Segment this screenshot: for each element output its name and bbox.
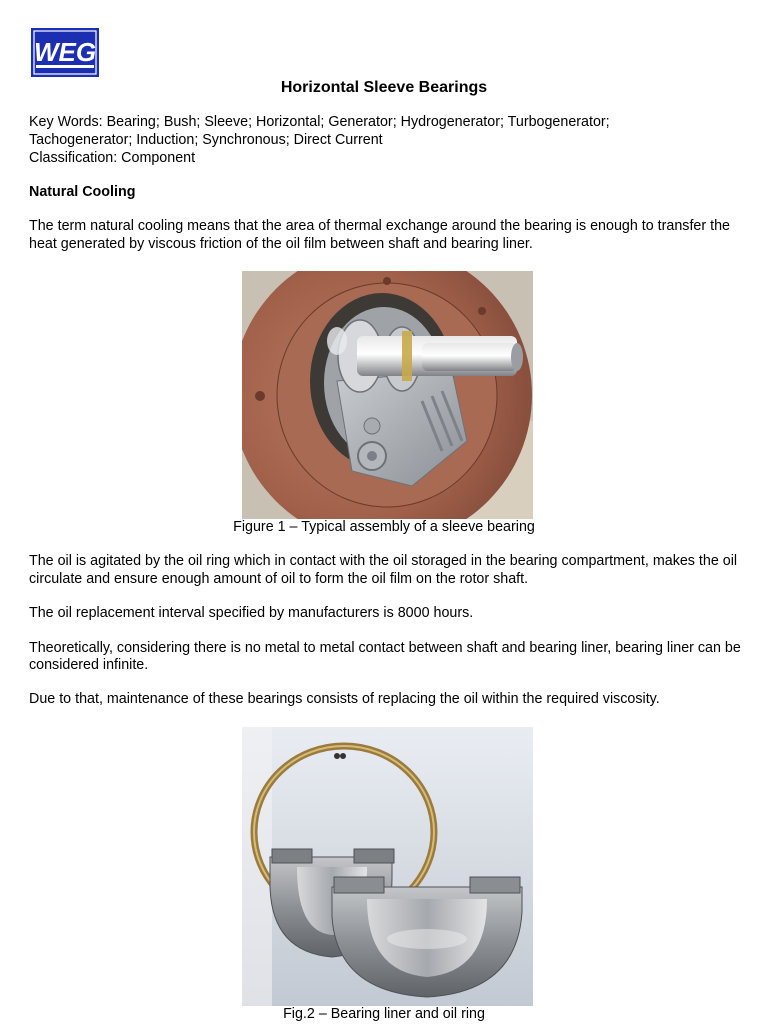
logo-lettering: WEG	[33, 37, 97, 67]
figure-2-image	[242, 727, 533, 1006]
figure-2-caption: Fig.2 – Bearing liner and oil ring	[283, 1006, 485, 1022]
paragraph-oil-replacement: The oil replacement interval specified by manufacturers is 8000 hours.	[29, 604, 474, 621]
section-heading: Natural Cooling	[29, 183, 136, 200]
document-title: Horizontal Sleeve Bearings	[280, 79, 488, 96]
classification: Classification: Component	[29, 149, 196, 166]
paragraph-maintenance: Due to that, maintenance of these bearings consists of replacing the oil within the required viscosity.	[29, 691, 660, 707]
paragraph-oil-ring: The oil is agitated by the oil ring which in contact with the oil storaged in the bearing compartment, makes the oil circulate and ensure enough amount of oil to form the oil film on the rotor shaft.	[29, 553, 738, 587]
paragraph-natural-cooling: The term natural cooling means that the area of thermal exchange around the bearing is enough to transfer the heat generated by viscous friction of the oil film between shaft and bearing liner.	[29, 218, 730, 252]
figure-1-caption: Figure 1 – Typical assembly of a sleeve bearing	[233, 519, 535, 535]
paragraph-no-contact: Theoretically, considering there is no metal to metal contact between shaft and bearing liner, bearing liner can be considered infinite.	[29, 639, 741, 674]
figure-1-image	[242, 271, 533, 519]
keywords-line-1: Key Words: Bearing; Bush; Sleeve; Horizontal; Generator; Hydrogenerator; Turbogenerator;	[29, 114, 610, 130]
weg-logo	[31, 28, 99, 77]
keywords-line-2: Tachogenerator; Induction; Synchronous; Direct Current	[29, 132, 383, 148]
